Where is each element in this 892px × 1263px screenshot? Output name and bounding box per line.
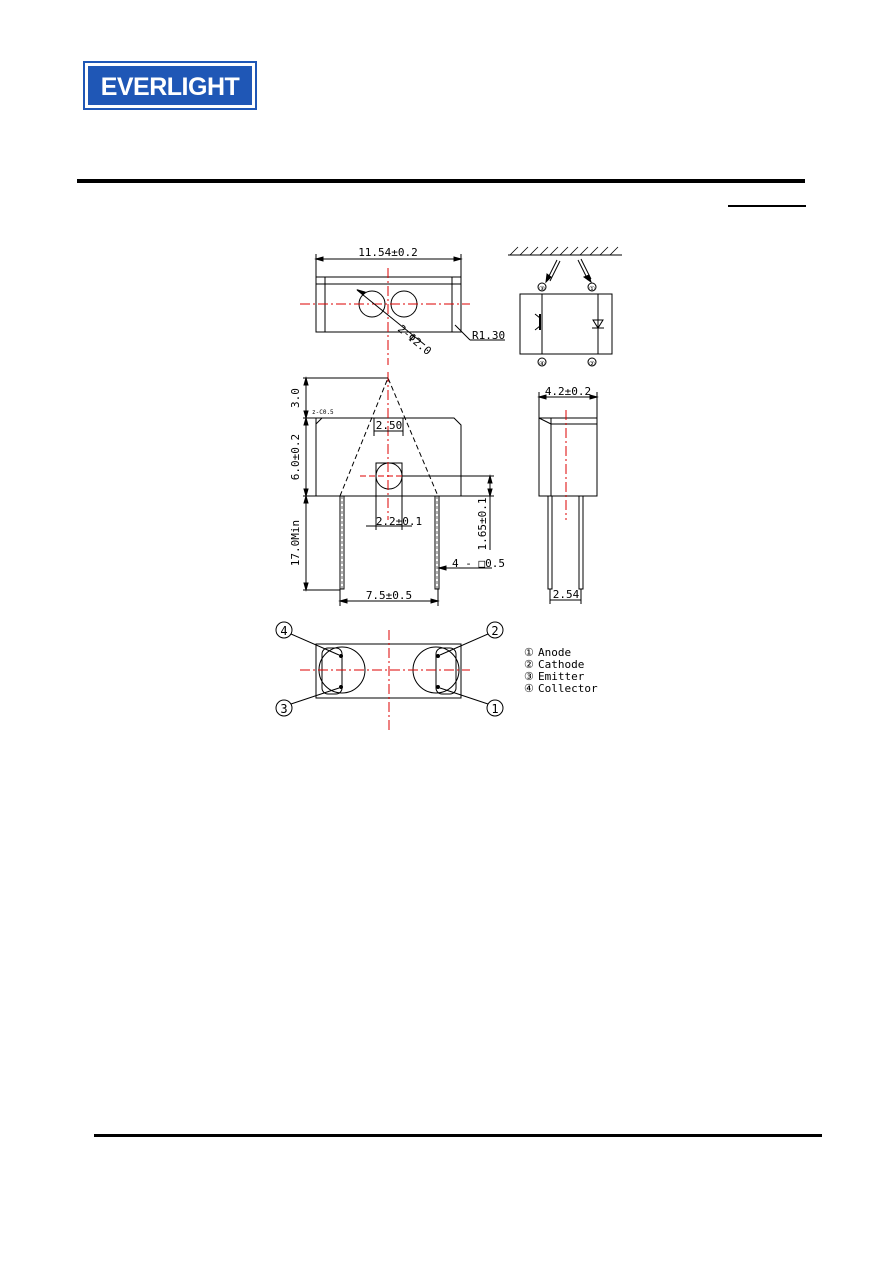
dim-hole-spacing: 2.2±0.1: [375, 515, 423, 528]
dim-height-body: 6.0±0.2: [289, 433, 302, 481]
legend-label-collector: Collector: [538, 682, 598, 695]
schematic-pin-2: ②: [588, 360, 596, 368]
pin-legend: [524, 646, 598, 695]
legend-num-4: ④: [524, 682, 534, 695]
dim-lead-pitch: 7.5±0.5: [365, 589, 413, 602]
dim-slot-width: 2.50: [375, 419, 403, 432]
schematic-pin-3: ③: [538, 285, 546, 293]
logo-text: EVERLIGHT: [100, 73, 240, 101]
schematic-pin-4: ④: [538, 360, 546, 368]
bottom-callout-1: 1: [491, 702, 499, 716]
dim-lead-size: 4 - □0.5: [452, 557, 505, 570]
legend-num-3: ③: [524, 670, 534, 683]
side-view: [539, 385, 597, 604]
legend-label-cathode: Cathode: [538, 658, 585, 671]
circuit-schematic: [508, 247, 622, 368]
top-view: [300, 246, 505, 365]
dim-holes: 2-Φ2.0: [395, 322, 434, 358]
bottom-callout-2: 2: [491, 624, 499, 638]
dim-radius: R1.30: [472, 329, 506, 342]
dim-center-height: 1.65±0.1: [476, 497, 489, 551]
bottom-callout-3: 3: [280, 702, 288, 716]
dim-lead-length: 17.0Min: [289, 519, 302, 567]
bottom-callout-4: 4: [280, 624, 288, 638]
legend-num-2: ②: [524, 658, 534, 671]
schematic-pin-1: ①: [588, 285, 596, 293]
bottom-view: [276, 622, 503, 732]
legend-label-emitter: Emitter: [538, 670, 585, 683]
dim-lead-spacing: 2.54: [552, 588, 580, 601]
dim-depth: 4.2±0.2: [544, 385, 592, 398]
dim-height-top: 3.0: [289, 388, 302, 408]
dim-chamfer: z-C0.5: [312, 409, 334, 416]
dim-width: 11.54±0.2: [358, 246, 418, 259]
legend-label-anode: Anode: [538, 646, 572, 659]
front-view: [289, 372, 505, 606]
legend-num-1: ①: [524, 646, 534, 659]
